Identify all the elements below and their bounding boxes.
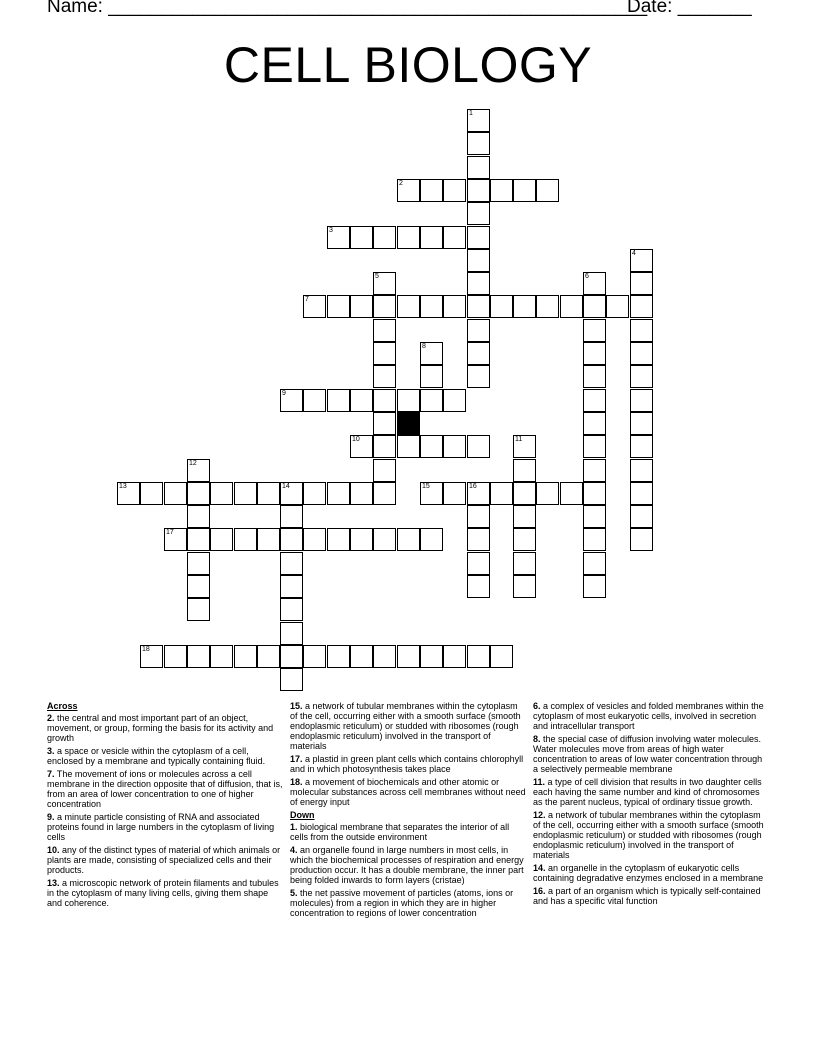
- clue-number: 16.: [533, 886, 546, 896]
- grid-cell[interactable]: [467, 202, 490, 225]
- grid-cell[interactable]: [350, 435, 373, 458]
- clue-text: a microscopic network of protein filaments and tubules in the cytoplasm of many living cells, giving them shape and coherence.: [47, 878, 279, 908]
- clue-number: 8.: [533, 734, 541, 744]
- grid-cell[interactable]: [373, 342, 396, 365]
- grid-cell[interactable]: [397, 645, 420, 668]
- cell-number: 10: [352, 436, 360, 443]
- grid-cell[interactable]: [583, 505, 606, 528]
- grid-cell[interactable]: [187, 575, 210, 598]
- grid-cell[interactable]: [443, 389, 466, 412]
- grid-cell[interactable]: [257, 482, 280, 505]
- down-heading: Down: [290, 810, 315, 820]
- clue-number: 1.: [290, 822, 298, 832]
- grid-cell[interactable]: [327, 226, 350, 249]
- grid-cell[interactable]: [467, 505, 490, 528]
- grid-cell[interactable]: [280, 622, 303, 645]
- grid-cell[interactable]: [490, 482, 513, 505]
- grid-cell[interactable]: [350, 295, 373, 318]
- cell-number: 14: [282, 483, 290, 490]
- cell-number: 12: [189, 460, 197, 467]
- clue-number: 18.: [290, 777, 303, 787]
- grid-cell[interactable]: [350, 482, 373, 505]
- grid-cell[interactable]: [560, 295, 583, 318]
- grid-cell[interactable]: [164, 528, 187, 551]
- clue-across-15: [290, 701, 526, 751]
- grid-cell[interactable]: [280, 528, 303, 551]
- grid-cell[interactable]: [630, 249, 653, 272]
- cell-number: 15: [422, 483, 430, 490]
- clue-across-3: [47, 746, 283, 766]
- cell-number: 2: [399, 180, 403, 187]
- grid-cell[interactable]: [280, 668, 303, 691]
- grid-cell[interactable]: [164, 482, 187, 505]
- cell-number: 11: [515, 436, 523, 443]
- grid-cell[interactable]: [164, 645, 187, 668]
- grid-cell[interactable]: [630, 435, 653, 458]
- grid-cell[interactable]: [467, 272, 490, 295]
- cell-number: 6: [585, 273, 589, 280]
- grid-cell[interactable]: [397, 295, 420, 318]
- clue-number: 12.: [533, 810, 546, 820]
- clue-number: 6.: [533, 701, 541, 711]
- grid-cell[interactable]: [630, 412, 653, 435]
- clue-text: an organelle in the cytoplasm of eukaryotic cells containing degradative enzymes enclosed in a membrane: [533, 863, 764, 883]
- grid-cell[interactable]: [187, 552, 210, 575]
- clue-number: 4.: [290, 845, 298, 855]
- grid-cell[interactable]: [467, 156, 490, 179]
- grid-cell[interactable]: [280, 598, 303, 621]
- grid-cell[interactable]: [373, 435, 396, 458]
- grid-cell[interactable]: [467, 552, 490, 575]
- grid-cell[interactable]: [513, 575, 536, 598]
- grid-cell[interactable]: [373, 319, 396, 342]
- grid-cell[interactable]: [350, 389, 373, 412]
- across-heading: Across: [47, 701, 78, 711]
- clue-across-18: [290, 777, 526, 807]
- grid-cell[interactable]: [606, 295, 629, 318]
- grid-cell[interactable]: [140, 645, 163, 668]
- clue-number: 9.: [47, 812, 55, 822]
- clue-down-4: [290, 845, 526, 885]
- grid-cell[interactable]: [187, 482, 210, 505]
- grid-cell[interactable]: [583, 365, 606, 388]
- grid-cell[interactable]: [373, 272, 396, 295]
- cell-number: 18: [142, 646, 150, 653]
- clue-down-8: [533, 734, 769, 774]
- cell-number: 16: [469, 483, 477, 490]
- grid-cell[interactable]: [630, 528, 653, 551]
- grid-cell[interactable]: [373, 528, 396, 551]
- grid-block: [397, 412, 420, 435]
- cell-number: 8: [422, 343, 426, 350]
- clue-text: the central and most important part of an object, movement, or group, forming the basis for its activity and growth: [47, 713, 274, 743]
- grid-cell[interactable]: [467, 645, 490, 668]
- grid-cell[interactable]: [327, 482, 350, 505]
- grid-cell[interactable]: [280, 505, 303, 528]
- grid-cell[interactable]: [420, 482, 443, 505]
- grid-cell[interactable]: [443, 482, 466, 505]
- grid-cell[interactable]: [420, 645, 443, 668]
- grid-cell[interactable]: [303, 482, 326, 505]
- cell-number: 13: [119, 483, 127, 490]
- grid-cell[interactable]: [373, 459, 396, 482]
- grid-cell[interactable]: [513, 482, 536, 505]
- grid-cell[interactable]: [443, 226, 466, 249]
- grid-cell[interactable]: [583, 412, 606, 435]
- grid-cell[interactable]: [467, 342, 490, 365]
- grid-cell[interactable]: [303, 645, 326, 668]
- grid-cell[interactable]: [420, 342, 443, 365]
- grid-cell[interactable]: [140, 482, 163, 505]
- clue-down-1: [290, 822, 526, 842]
- grid-cell[interactable]: [536, 179, 559, 202]
- grid-cell[interactable]: [373, 412, 396, 435]
- grid-cell[interactable]: [536, 295, 559, 318]
- grid-cell[interactable]: [234, 528, 257, 551]
- grid-cell[interactable]: [327, 645, 350, 668]
- clue-across-2: [47, 713, 283, 743]
- grid-cell[interactable]: [583, 295, 606, 318]
- clue-across-17: [290, 754, 526, 774]
- grid-cell[interactable]: [583, 389, 606, 412]
- grid-cell[interactable]: [467, 109, 490, 132]
- grid-cell[interactable]: [443, 295, 466, 318]
- grid-cell[interactable]: [630, 295, 653, 318]
- grid-cell[interactable]: [397, 389, 420, 412]
- grid-cell[interactable]: [583, 272, 606, 295]
- clue-text: a movement of biochemicals and other atomic or molecular substances across cell membranes without need of energy input: [290, 777, 526, 807]
- grid-cell[interactable]: [397, 226, 420, 249]
- grid-cell[interactable]: [234, 645, 257, 668]
- clue-across-10: [47, 845, 283, 875]
- grid-cell[interactable]: [513, 179, 536, 202]
- grid-cell[interactable]: [467, 249, 490, 272]
- cell-number: 3: [329, 227, 333, 234]
- clue-number: 2.: [47, 713, 55, 723]
- clue-column-3: [533, 701, 769, 909]
- grid-cell[interactable]: [420, 435, 443, 458]
- clue-down-11: [533, 777, 769, 807]
- grid-cell[interactable]: [443, 435, 466, 458]
- grid-cell[interactable]: [373, 365, 396, 388]
- grid-cell[interactable]: [467, 482, 490, 505]
- grid-cell[interactable]: [583, 482, 606, 505]
- clue-text: a minute particle consisting of RNA and associated proteins found in large numbers in the cytoplasm of living cells: [47, 812, 275, 842]
- grid-cell[interactable]: [187, 505, 210, 528]
- clue-text: a type of cell division that results in two daughter cells each having the same number and kind of chromosomes as the parent nucleus, typical of ordinary tissue growth.: [533, 777, 762, 807]
- grid-cell[interactable]: [420, 365, 443, 388]
- grid-cell[interactable]: [630, 365, 653, 388]
- grid-cell[interactable]: [327, 389, 350, 412]
- grid-cell[interactable]: [560, 482, 583, 505]
- clue-number: 10.: [47, 845, 60, 855]
- grid-cell[interactable]: [513, 459, 536, 482]
- cell-number: 17: [166, 529, 174, 536]
- grid-cell[interactable]: [513, 435, 536, 458]
- clue-text: the special case of diffusion involving water molecules. Water molecules move from areas of high water concentration to areas of low water concentration through a selectively permeable membrane: [533, 734, 763, 774]
- grid-cell[interactable]: [420, 179, 443, 202]
- clue-text: a space or vesicle within the cytoplasm of a cell, enclosed by a membrane and typically containing fluid.: [47, 746, 266, 766]
- grid-cell[interactable]: [420, 389, 443, 412]
- grid-cell[interactable]: [513, 552, 536, 575]
- grid-cell[interactable]: [420, 295, 443, 318]
- grid-cell[interactable]: [187, 598, 210, 621]
- grid-cell[interactable]: [513, 528, 536, 551]
- clue-across-9: [47, 812, 283, 842]
- clue-text: biological membrane that separates the interior of all cells from the outside environment: [290, 822, 510, 842]
- clue-column-1: [47, 701, 283, 911]
- grid-cell[interactable]: [373, 295, 396, 318]
- grid-cell[interactable]: [583, 528, 606, 551]
- name-field-label[interactable]: Name: ___________________________________________________: [47, 0, 648, 17]
- grid-cell[interactable]: [583, 459, 606, 482]
- grid-cell[interactable]: [303, 389, 326, 412]
- clue-down-5: [290, 888, 526, 918]
- grid-cell[interactable]: [583, 319, 606, 342]
- clue-down-12: [533, 810, 769, 860]
- grid-cell[interactable]: [257, 528, 280, 551]
- grid-cell[interactable]: [583, 435, 606, 458]
- grid-cell[interactable]: [467, 226, 490, 249]
- clue-text: an organelle found in large numbers in most cells, in which the biochemical processes of respiration and energy production occur. It has a double membrane, the inner part being folded inwards to form layers (cristae): [290, 845, 524, 885]
- grid-cell[interactable]: [280, 645, 303, 668]
- clue-number: 5.: [290, 888, 298, 898]
- cell-number: 5: [375, 273, 379, 280]
- clue-across-13: [47, 878, 283, 908]
- cell-number: 4: [632, 250, 636, 257]
- cell-number: 1: [469, 110, 473, 117]
- clue-text: the net passive movement of particles (atoms, ions or molecules) from a region in which they are in higher concentration to regions of lower concentration: [290, 888, 514, 918]
- clue-number: 17.: [290, 754, 303, 764]
- cell-number: 7: [305, 296, 309, 303]
- grid-cell[interactable]: [210, 528, 233, 551]
- grid-cell[interactable]: [630, 342, 653, 365]
- grid-cell[interactable]: [117, 482, 140, 505]
- grid-cell[interactable]: [350, 528, 373, 551]
- grid-cell[interactable]: [327, 528, 350, 551]
- clue-text: any of the distinct types of material of which animals or plants are made, consisting of specialized cells and their products.: [47, 845, 281, 875]
- grid-cell[interactable]: [420, 226, 443, 249]
- grid-cell[interactable]: [467, 528, 490, 551]
- clue-number: 3.: [47, 746, 55, 756]
- grid-cell[interactable]: [443, 179, 466, 202]
- grid-cell[interactable]: [373, 482, 396, 505]
- grid-cell[interactable]: [630, 319, 653, 342]
- grid-cell[interactable]: [187, 528, 210, 551]
- cell-number: 9: [282, 390, 286, 397]
- grid-cell[interactable]: [513, 505, 536, 528]
- clue-across-7: [47, 769, 283, 809]
- grid-cell[interactable]: [327, 295, 350, 318]
- grid-cell[interactable]: [467, 295, 490, 318]
- grid-cell[interactable]: [397, 179, 420, 202]
- grid-cell[interactable]: [373, 226, 396, 249]
- clue-number: 11.: [533, 777, 546, 787]
- clue-text: The movement of ions or molecules across a cell membrane in the direction opposite that of diffusion, that is, from an area of lower concentration to one of higher concentration: [47, 769, 283, 809]
- grid-cell[interactable]: [397, 528, 420, 551]
- grid-cell[interactable]: [373, 389, 396, 412]
- grid-cell[interactable]: [583, 552, 606, 575]
- grid-cell[interactable]: [257, 645, 280, 668]
- grid-cell[interactable]: [630, 505, 653, 528]
- clue-text: a part of an organism which is typically self-contained and has a specific vital function: [533, 886, 761, 906]
- grid-cell[interactable]: [373, 645, 396, 668]
- grid-cell[interactable]: [280, 552, 303, 575]
- grid-cell[interactable]: [443, 645, 466, 668]
- grid-cell[interactable]: [467, 132, 490, 155]
- grid-cell[interactable]: [467, 365, 490, 388]
- grid-cell[interactable]: [303, 295, 326, 318]
- clue-number: 13.: [47, 878, 60, 888]
- grid-cell[interactable]: [280, 389, 303, 412]
- grid-cell[interactable]: [630, 482, 653, 505]
- grid-cell[interactable]: [467, 179, 490, 202]
- grid-cell[interactable]: [490, 179, 513, 202]
- clue-number: 7.: [47, 769, 55, 779]
- grid-cell[interactable]: [397, 435, 420, 458]
- grid-cell[interactable]: [467, 435, 490, 458]
- grid-cell[interactable]: [280, 482, 303, 505]
- grid-cell[interactable]: [583, 342, 606, 365]
- grid-cell[interactable]: [187, 645, 210, 668]
- clue-column-2: [290, 701, 526, 921]
- grid-cell[interactable]: [630, 272, 653, 295]
- date-field-label[interactable]: Date: _______: [627, 0, 752, 17]
- grid-cell[interactable]: [280, 575, 303, 598]
- clue-down-14: [533, 863, 769, 883]
- grid-cell[interactable]: [467, 319, 490, 342]
- clue-text: a plastid in green plant cells which contains chlorophyll and in which photosynthesis takes place: [290, 754, 524, 774]
- clue-text: a network of tubular membranes within the cytoplasm of the cell, occurring either with a smooth surface (smooth endoplasmic reticulum) or studded with ribosomes (rough endoplasmic reticulum) involved in the transport of materials: [290, 701, 521, 751]
- grid-cell[interactable]: [234, 482, 257, 505]
- clue-down-16: [533, 886, 769, 906]
- grid-cell[interactable]: [536, 482, 559, 505]
- clue-down-6: [533, 701, 769, 731]
- grid-cell[interactable]: [583, 575, 606, 598]
- grid-cell[interactable]: [467, 575, 490, 598]
- grid-cell[interactable]: [490, 645, 513, 668]
- grid-cell[interactable]: [630, 459, 653, 482]
- clue-text: a complex of vesicles and folded membranes within the cytoplasm of most eukaryotic cells, involved in secretion and intracellular transport: [533, 701, 764, 731]
- grid-cell[interactable]: [187, 459, 210, 482]
- grid-cell[interactable]: [490, 295, 513, 318]
- clue-text: a network of tubular membranes within the cytoplasm of the cell, occurring either with a smooth surface (smooth endoplasmic reticulum) or studded with ribosomes (rough endoplasmic reticulum) involved in the transport of materials: [533, 810, 764, 860]
- grid-cell[interactable]: [210, 645, 233, 668]
- grid-cell[interactable]: [513, 295, 536, 318]
- grid-cell[interactable]: [303, 528, 326, 551]
- clue-number: 14.: [533, 863, 546, 873]
- grid-cell[interactable]: [210, 482, 233, 505]
- clue-number: 15.: [290, 701, 303, 711]
- page-title: CELL BIOLOGY: [223, 37, 593, 93]
- grid-cell[interactable]: [630, 389, 653, 412]
- grid-cell[interactable]: [350, 645, 373, 668]
- grid-cell[interactable]: [350, 226, 373, 249]
- grid-cell[interactable]: [420, 528, 443, 551]
